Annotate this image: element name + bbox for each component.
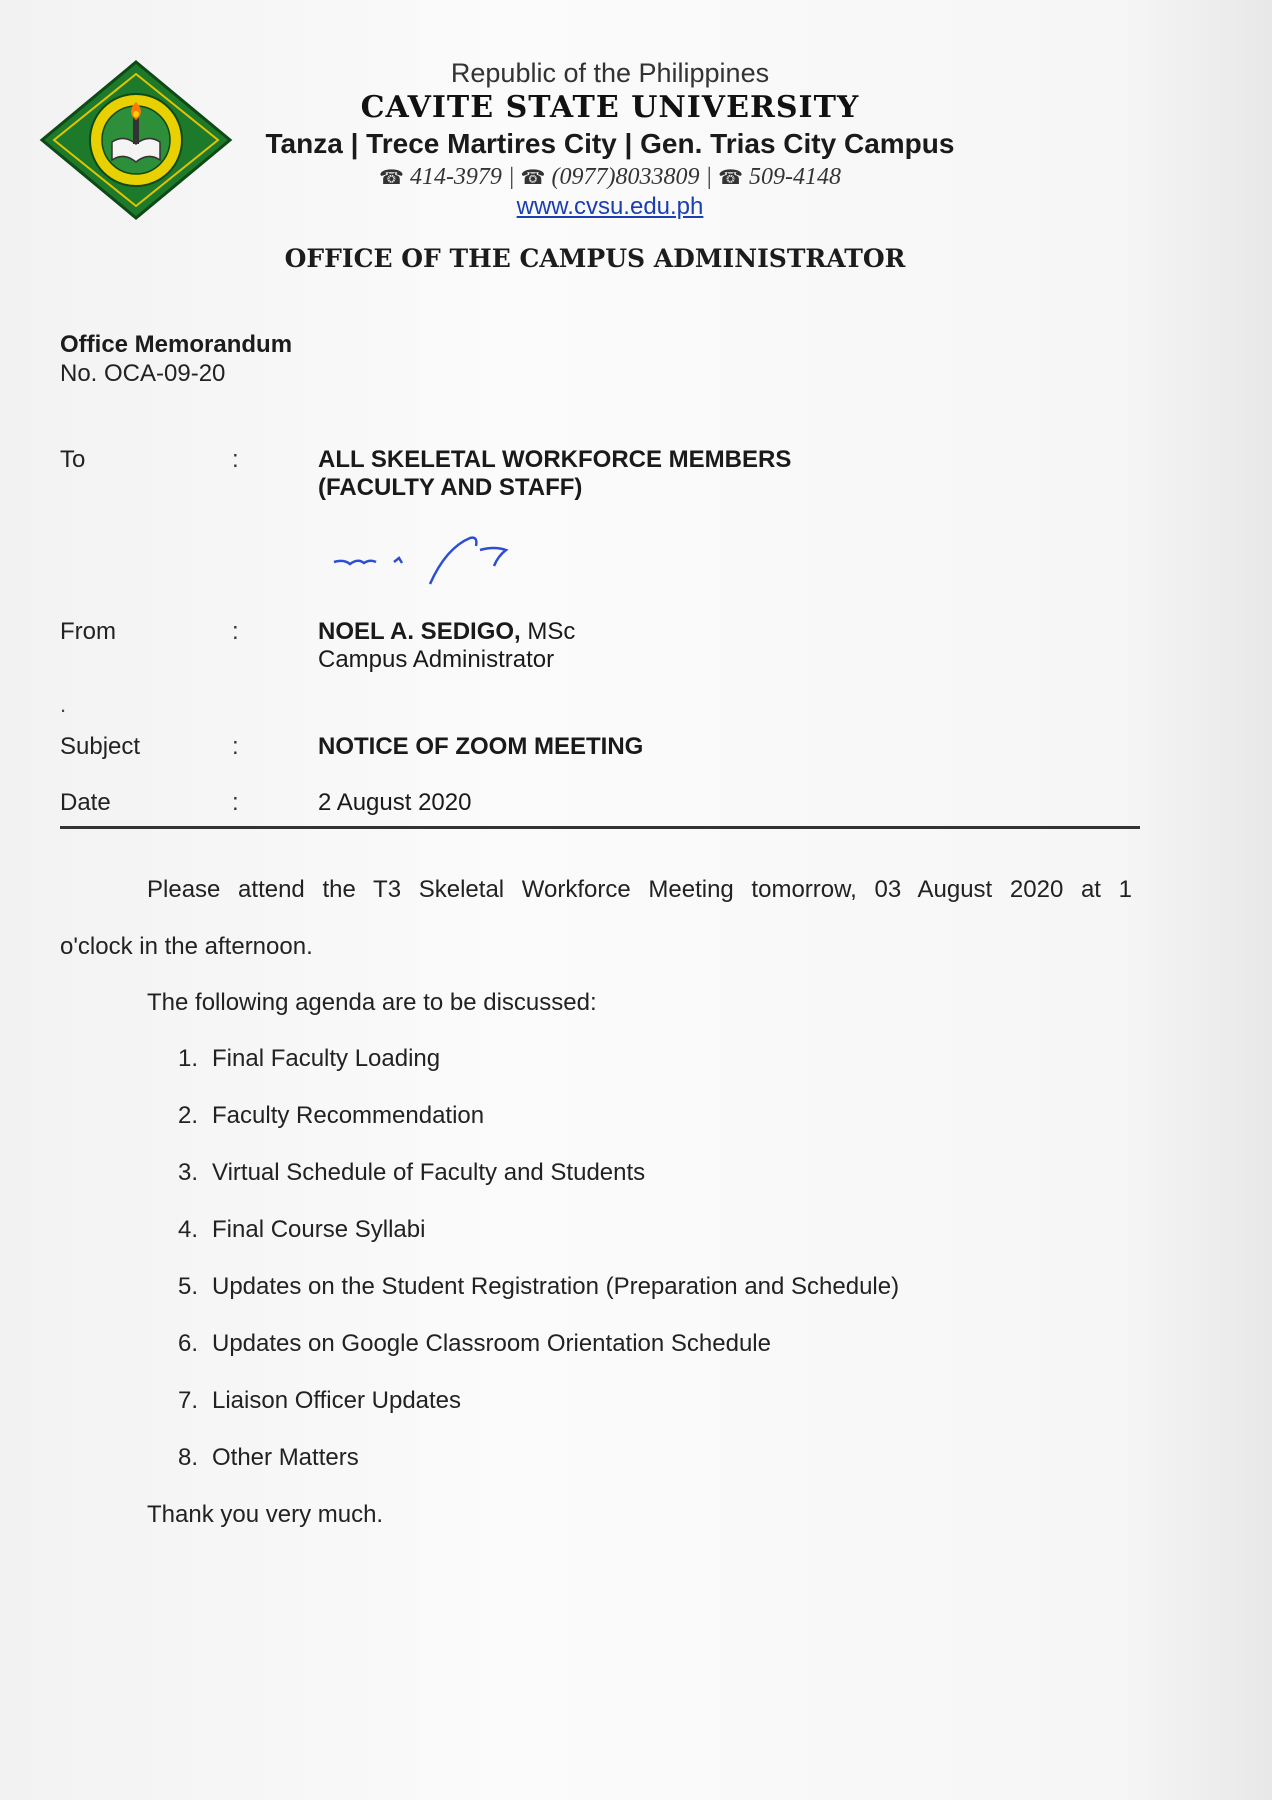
body-paragraph-2: The following agenda are to be discussed:	[147, 989, 597, 1016]
header-phones: ☎ 414-3979 | ☎ (0977)8033809 | ☎ 509-4148	[379, 164, 841, 190]
header-campus: Tanza | Trece Martires City | Gen. Trias City Campus	[265, 128, 955, 159]
agenda-item: 1. Final Faculty Loading	[178, 1045, 441, 1072]
from-colon: :	[232, 618, 239, 645]
header-divider	[60, 826, 1140, 829]
signature	[330, 528, 530, 590]
header-republic: Republic of the Philippines	[450, 58, 770, 88]
agenda-item: 3. Virtual Schedule of Faculty and Students	[178, 1159, 646, 1186]
sender-degree: MSc	[527, 618, 576, 645]
body-paragraph-1-continued: o'clock in the afternoon.	[60, 933, 313, 960]
subject-value: NOTICE OF ZOOM MEETING	[318, 733, 644, 760]
memo-number: No. OCA-09-20	[60, 360, 226, 387]
agenda-item: 7. Liaison Officer Updates	[178, 1387, 462, 1414]
subject-colon: :	[232, 733, 239, 760]
from-label: From	[60, 618, 116, 645]
cvsu-seal-logo	[38, 58, 234, 222]
phone-icon: ☎	[379, 167, 404, 189]
to-label: To	[60, 446, 86, 473]
to-recipients-line2: (FACULTY AND STAFF)	[318, 474, 583, 501]
subject-label: Subject	[60, 733, 141, 760]
agenda-item: 8. Other Matters	[178, 1444, 359, 1471]
date-value: 2 August 2020	[318, 789, 472, 816]
phone-number: 509-4148	[748, 164, 841, 190]
phone-icon: ☎	[520, 167, 546, 189]
office-title: OFFICE OF THE CAMPUS ADMINISTRATOR	[284, 244, 906, 273]
to-colon: :	[232, 446, 239, 473]
agenda-item: 4. Final Course Syllabi	[178, 1216, 426, 1243]
phone-number: 414-3979	[409, 164, 502, 190]
date-colon: :	[232, 789, 239, 816]
date-label: Date	[60, 789, 111, 816]
website-link[interactable]: www.cvsu.edu.ph	[516, 193, 704, 220]
phone-number: (0977)8033809	[551, 164, 700, 190]
agenda-item: 2. Faculty Recommendation	[178, 1102, 485, 1129]
agenda-item: 5. Updates on the Student Registration (Preparation and Schedule)	[178, 1273, 900, 1300]
to-recipients-line1: ALL SKELETAL WORKFORCE MEMBERS	[318, 446, 792, 473]
body-paragraph-1: Please attend the T3 Skeletal Workforce Meeting tomorrow, 03 August 2020 at 1	[147, 876, 1132, 903]
closing-line: Thank you very much.	[147, 1501, 384, 1528]
sender-name: NOEL A. SEDIGO,	[318, 618, 521, 645]
memo-title: Office Memorandum	[60, 331, 293, 358]
agenda-item: 6. Updates on Google Classroom Orientation Schedule	[178, 1330, 771, 1357]
from-title: Campus Administrator	[318, 646, 555, 673]
stray-mark: .	[60, 692, 67, 717]
from-sender	[318, 618, 575, 646]
phone-icon: ☎	[718, 167, 743, 189]
header-university-name: CAVITE STATE UNIVERSITY	[360, 90, 860, 125]
